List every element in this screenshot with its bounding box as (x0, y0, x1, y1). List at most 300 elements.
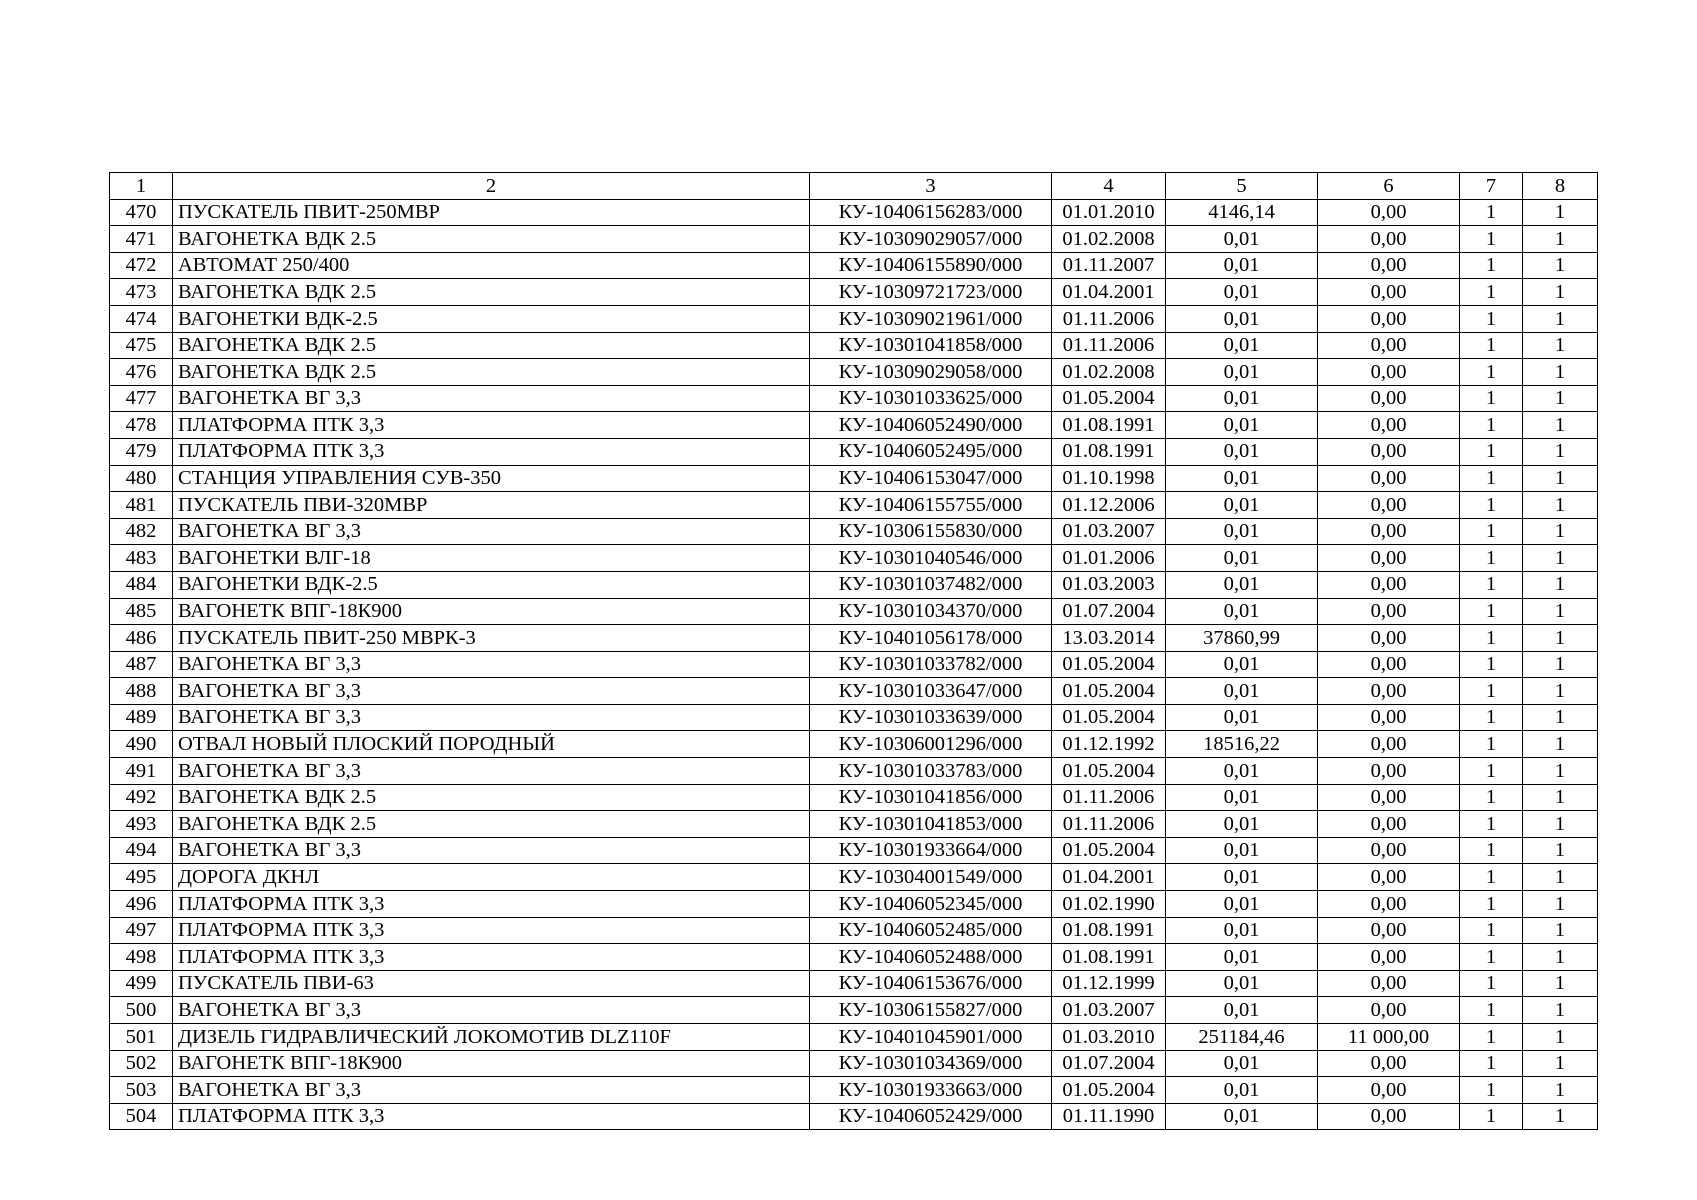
value-7-cell: 1 (1460, 970, 1523, 997)
date-cell: 01.11.2006 (1052, 305, 1166, 332)
value-5-cell: 0,01 (1166, 305, 1318, 332)
item-name-cell: ОТВАЛ НОВЫЙ ПЛОСКИЙ ПОРОДНЫЙ (173, 731, 810, 758)
table-row (110, 305, 1598, 332)
value-6-cell: 0,00 (1318, 492, 1460, 519)
inventory-number-cell: КУ-10406052429/000 (810, 1103, 1052, 1130)
date-cell: 01.12.2006 (1052, 492, 1166, 519)
table-row (110, 811, 1598, 838)
date-cell: 01.05.2004 (1052, 678, 1166, 705)
item-name-cell: ВАГОНЕТКА ВДК 2.5 (173, 784, 810, 811)
table-row (110, 970, 1598, 997)
table-row (110, 837, 1598, 864)
value-8-cell: 1 (1523, 199, 1598, 226)
value-8-cell: 1 (1523, 970, 1598, 997)
value-8-cell: 1 (1523, 944, 1598, 971)
date-cell: 01.11.2006 (1052, 332, 1166, 359)
row-number-cell: 484 (110, 571, 173, 598)
value-7-cell: 1 (1460, 997, 1523, 1024)
value-8-cell: 1 (1523, 571, 1598, 598)
row-number-cell: 474 (110, 305, 173, 332)
column-number: 5 (1166, 173, 1318, 200)
row-number-cell: 499 (110, 970, 173, 997)
inventory-number-cell: КУ-10406153676/000 (810, 970, 1052, 997)
value-6-cell: 0,00 (1318, 625, 1460, 652)
table-row (110, 465, 1598, 492)
value-6-cell: 0,00 (1318, 678, 1460, 705)
value-7-cell: 1 (1460, 704, 1523, 731)
value-7-cell: 1 (1460, 518, 1523, 545)
value-6-cell: 0,00 (1318, 1077, 1460, 1104)
row-number-cell: 490 (110, 731, 173, 758)
table-row (110, 332, 1598, 359)
item-name-cell: ПУСКАТЕЛЬ ПВИ-320МВР (173, 492, 810, 519)
item-name-cell: СТАНЦИЯ УПРАВЛЕНИЯ СУВ-350 (173, 465, 810, 492)
value-7-cell: 1 (1460, 465, 1523, 492)
table-row (110, 438, 1598, 465)
date-cell: 01.03.2007 (1052, 518, 1166, 545)
value-7-cell: 1 (1460, 492, 1523, 519)
table-row (110, 758, 1598, 785)
value-6-cell: 0,00 (1318, 837, 1460, 864)
value-8-cell: 1 (1523, 917, 1598, 944)
date-cell: 01.07.2004 (1052, 1050, 1166, 1077)
table-row (110, 731, 1598, 758)
item-name-cell: ВАГОНЕТКА ВГ 3,3 (173, 1077, 810, 1104)
value-8-cell: 1 (1523, 837, 1598, 864)
value-7-cell: 1 (1460, 1077, 1523, 1104)
item-name-cell: ПЛАТФОРМА ПТК 3,3 (173, 944, 810, 971)
inventory-number-cell: КУ-10406156283/000 (810, 199, 1052, 226)
table-row (110, 1103, 1598, 1130)
value-8-cell: 1 (1523, 279, 1598, 306)
value-5-cell: 0,01 (1166, 598, 1318, 625)
inventory-number-cell: КУ-10309029057/000 (810, 226, 1052, 253)
value-5-cell: 0,01 (1166, 492, 1318, 519)
value-7-cell: 1 (1460, 252, 1523, 279)
value-6-cell: 0,00 (1318, 412, 1460, 439)
date-cell: 01.08.1991 (1052, 917, 1166, 944)
date-cell: 01.03.2003 (1052, 571, 1166, 598)
row-number-cell: 489 (110, 704, 173, 731)
date-cell: 01.01.2010 (1052, 199, 1166, 226)
value-6-cell: 0,00 (1318, 465, 1460, 492)
value-6-cell: 0,00 (1318, 305, 1460, 332)
item-name-cell: ПЛАТФОРМА ПТК 3,3 (173, 891, 810, 918)
item-name-cell: АВТОМАТ 250/400 (173, 252, 810, 279)
value-5-cell: 0,01 (1166, 518, 1318, 545)
date-cell: 01.01.2006 (1052, 545, 1166, 572)
row-number-cell: 501 (110, 1024, 173, 1051)
value-7-cell: 1 (1460, 811, 1523, 838)
value-7-cell: 1 (1460, 545, 1523, 572)
item-name-cell: ВАГОНЕТКА ВДК 2.5 (173, 332, 810, 359)
value-8-cell: 1 (1523, 997, 1598, 1024)
value-8-cell: 1 (1523, 1103, 1598, 1130)
inventory-number-cell: КУ-10406155890/000 (810, 252, 1052, 279)
item-name-cell: ВАГОНЕТКИ ВЛГ-18 (173, 545, 810, 572)
row-number-cell: 504 (110, 1103, 173, 1130)
value-6-cell: 0,00 (1318, 359, 1460, 386)
value-5-cell: 0,01 (1166, 917, 1318, 944)
value-5-cell: 0,01 (1166, 651, 1318, 678)
value-6-cell: 0,00 (1318, 545, 1460, 572)
inventory-number-cell: КУ-10301033647/000 (810, 678, 1052, 705)
item-name-cell: ВАГОНЕТКА ВГ 3,3 (173, 758, 810, 785)
item-name-cell: ВАГОНЕТКА ВГ 3,3 (173, 704, 810, 731)
column-number: 6 (1318, 173, 1460, 200)
value-5-cell: 0,01 (1166, 678, 1318, 705)
inventory-number-cell: КУ-10406155755/000 (810, 492, 1052, 519)
item-name-cell: ПУСКАТЕЛЬ ПВИТ-250 МВРК-3 (173, 625, 810, 652)
row-number-cell: 477 (110, 385, 173, 412)
inventory-number-cell: КУ-10301933664/000 (810, 837, 1052, 864)
value-5-cell: 0,01 (1166, 359, 1318, 386)
value-6-cell: 0,00 (1318, 199, 1460, 226)
inventory-number-cell: КУ-10301041853/000 (810, 811, 1052, 838)
date-cell: 13.03.2014 (1052, 625, 1166, 652)
inventory-number-cell: КУ-10309029058/000 (810, 359, 1052, 386)
date-cell: 01.05.2004 (1052, 385, 1166, 412)
value-6-cell: 0,00 (1318, 438, 1460, 465)
value-8-cell: 1 (1523, 678, 1598, 705)
value-7-cell: 1 (1460, 678, 1523, 705)
value-5-cell: 0,01 (1166, 811, 1318, 838)
value-7-cell: 1 (1460, 598, 1523, 625)
row-number-cell: 485 (110, 598, 173, 625)
value-6-cell: 0,00 (1318, 518, 1460, 545)
item-name-cell: ВАГОНЕТКА ВДК 2.5 (173, 359, 810, 386)
row-number-cell: 478 (110, 412, 173, 439)
date-cell: 01.12.1992 (1052, 731, 1166, 758)
value-6-cell: 0,00 (1318, 226, 1460, 253)
value-8-cell: 1 (1523, 598, 1598, 625)
item-name-cell: ВАГОНЕТКА ВГ 3,3 (173, 518, 810, 545)
item-name-cell: ВАГОНЕТКА ВГ 3,3 (173, 837, 810, 864)
value-5-cell: 0,01 (1166, 571, 1318, 598)
value-5-cell: 0,01 (1166, 1103, 1318, 1130)
value-7-cell: 1 (1460, 731, 1523, 758)
column-number: 1 (110, 173, 173, 200)
value-5-cell: 0,01 (1166, 864, 1318, 891)
value-5-cell: 0,01 (1166, 438, 1318, 465)
inventory-number-cell: КУ-10301041858/000 (810, 332, 1052, 359)
row-number-cell: 494 (110, 837, 173, 864)
value-8-cell: 1 (1523, 731, 1598, 758)
table-row (110, 571, 1598, 598)
value-7-cell: 1 (1460, 651, 1523, 678)
column-number: 3 (810, 173, 1052, 200)
table-row (110, 412, 1598, 439)
value-5-cell: 0,01 (1166, 545, 1318, 572)
value-7-cell: 1 (1460, 305, 1523, 332)
value-8-cell: 1 (1523, 891, 1598, 918)
item-name-cell: ПУСКАТЕЛЬ ПВИ-63 (173, 970, 810, 997)
inventory-number-cell: КУ-10301034369/000 (810, 1050, 1052, 1077)
table-row (110, 385, 1598, 412)
value-8-cell: 1 (1523, 1024, 1598, 1051)
item-name-cell: ДОРОГА ДКНЛ (173, 864, 810, 891)
table-row (110, 864, 1598, 891)
value-5-cell: 0,01 (1166, 891, 1318, 918)
value-8-cell: 1 (1523, 518, 1598, 545)
date-cell: 01.02.2008 (1052, 359, 1166, 386)
value-5-cell: 0,01 (1166, 837, 1318, 864)
inventory-number-cell: КУ-10301037482/000 (810, 571, 1052, 598)
value-5-cell: 0,01 (1166, 279, 1318, 306)
value-7-cell: 1 (1460, 891, 1523, 918)
value-8-cell: 1 (1523, 545, 1598, 572)
value-8-cell: 1 (1523, 864, 1598, 891)
value-6-cell: 0,00 (1318, 651, 1460, 678)
inventory-number-cell: КУ-10306155827/000 (810, 997, 1052, 1024)
column-number: 2 (173, 173, 810, 200)
value-6-cell: 0,00 (1318, 598, 1460, 625)
item-name-cell: ДИЗЕЛЬ ГИДРАВЛИЧЕСКИЙ ЛОКОМОТИВ DLZ110F (173, 1024, 810, 1051)
inventory-number-cell: КУ-10301033625/000 (810, 385, 1052, 412)
asset-table (109, 172, 1598, 1130)
table-row (110, 1077, 1598, 1104)
value-7-cell: 1 (1460, 837, 1523, 864)
value-8-cell: 1 (1523, 704, 1598, 731)
value-5-cell: 0,01 (1166, 332, 1318, 359)
value-8-cell: 1 (1523, 1077, 1598, 1104)
row-number-cell: 496 (110, 891, 173, 918)
column-number: 7 (1460, 173, 1523, 200)
value-6-cell: 0,00 (1318, 731, 1460, 758)
value-7-cell: 1 (1460, 279, 1523, 306)
item-name-cell: ВАГОНЕТК ВПГ-18К900 (173, 1050, 810, 1077)
value-5-cell: 0,01 (1166, 784, 1318, 811)
inventory-number-cell: КУ-10301033639/000 (810, 704, 1052, 731)
value-8-cell: 1 (1523, 359, 1598, 386)
value-8-cell: 1 (1523, 465, 1598, 492)
inventory-number-cell: КУ-10309721723/000 (810, 279, 1052, 306)
value-7-cell: 1 (1460, 385, 1523, 412)
inventory-number-cell: КУ-10406153047/000 (810, 465, 1052, 492)
date-cell: 01.02.2008 (1052, 226, 1166, 253)
inventory-number-cell: КУ-10309021961/000 (810, 305, 1052, 332)
value-7-cell: 1 (1460, 784, 1523, 811)
row-number-cell: 493 (110, 811, 173, 838)
row-number-cell: 471 (110, 226, 173, 253)
value-7-cell: 1 (1460, 917, 1523, 944)
row-number-cell: 503 (110, 1077, 173, 1104)
value-6-cell: 0,00 (1318, 385, 1460, 412)
row-number-cell: 476 (110, 359, 173, 386)
item-name-cell: ВАГОНЕТКИ ВДК-2.5 (173, 305, 810, 332)
row-number-cell: 492 (110, 784, 173, 811)
date-cell: 01.08.1991 (1052, 944, 1166, 971)
item-name-cell: ВАГОНЕТКА ВДК 2.5 (173, 279, 810, 306)
value-5-cell: 4146,14 (1166, 199, 1318, 226)
value-6-cell: 0,00 (1318, 917, 1460, 944)
date-cell: 01.03.2010 (1052, 1024, 1166, 1051)
value-5-cell: 0,01 (1166, 385, 1318, 412)
value-7-cell: 1 (1460, 1103, 1523, 1130)
table-row (110, 625, 1598, 652)
row-number-cell: 479 (110, 438, 173, 465)
row-number-cell: 498 (110, 944, 173, 971)
item-name-cell: ВАГОНЕТКА ВДК 2.5 (173, 226, 810, 253)
value-7-cell: 1 (1460, 359, 1523, 386)
date-cell: 01.11.2006 (1052, 784, 1166, 811)
value-7-cell: 1 (1460, 758, 1523, 785)
table-row (110, 359, 1598, 386)
value-6-cell: 0,00 (1318, 811, 1460, 838)
value-7-cell: 1 (1460, 571, 1523, 598)
row-number-cell: 473 (110, 279, 173, 306)
value-8-cell: 1 (1523, 252, 1598, 279)
row-number-cell: 470 (110, 199, 173, 226)
value-8-cell: 1 (1523, 305, 1598, 332)
item-name-cell: ВАГОНЕТКА ВГ 3,3 (173, 385, 810, 412)
value-6-cell: 0,00 (1318, 944, 1460, 971)
value-6-cell: 0,00 (1318, 571, 1460, 598)
table-row (110, 598, 1598, 625)
value-6-cell: 0,00 (1318, 970, 1460, 997)
value-7-cell: 1 (1460, 226, 1523, 253)
value-8-cell: 1 (1523, 332, 1598, 359)
date-cell: 01.05.2004 (1052, 651, 1166, 678)
inventory-number-cell: КУ-10301034370/000 (810, 598, 1052, 625)
table-row (110, 997, 1598, 1024)
table-row (110, 492, 1598, 519)
asset-table-body (110, 173, 1598, 1130)
row-number-cell: 482 (110, 518, 173, 545)
date-cell: 01.07.2004 (1052, 598, 1166, 625)
value-7-cell: 1 (1460, 1024, 1523, 1051)
inventory-number-cell: КУ-10301933663/000 (810, 1077, 1052, 1104)
table-row (110, 891, 1598, 918)
value-5-cell: 0,01 (1166, 704, 1318, 731)
inventory-number-cell: КУ-10301041856/000 (810, 784, 1052, 811)
table-row (110, 518, 1598, 545)
inventory-number-cell: КУ-10401056178/000 (810, 625, 1052, 652)
value-7-cell: 1 (1460, 944, 1523, 971)
value-8-cell: 1 (1523, 412, 1598, 439)
item-name-cell: ВАГОНЕТКИ ВДК-2.5 (173, 571, 810, 598)
table-row (110, 252, 1598, 279)
value-5-cell: 251184,46 (1166, 1024, 1318, 1051)
row-number-cell: 495 (110, 864, 173, 891)
value-8-cell: 1 (1523, 784, 1598, 811)
value-8-cell: 1 (1523, 226, 1598, 253)
inventory-number-cell: КУ-10306001296/000 (810, 731, 1052, 758)
value-5-cell: 0,01 (1166, 997, 1318, 1024)
inventory-number-cell: КУ-10301033783/000 (810, 758, 1052, 785)
item-name-cell: ПЛАТФОРМА ПТК 3,3 (173, 412, 810, 439)
table-row (110, 944, 1598, 971)
column-number-row (110, 173, 1598, 200)
item-name-cell: ВАГОНЕТКА ВГ 3,3 (173, 997, 810, 1024)
column-number: 8 (1523, 173, 1598, 200)
row-number-cell: 488 (110, 678, 173, 705)
table-row (110, 784, 1598, 811)
inventory-number-cell: КУ-10401045901/000 (810, 1024, 1052, 1051)
date-cell: 01.11.1990 (1052, 1103, 1166, 1130)
inventory-number-cell: КУ-10406052345/000 (810, 891, 1052, 918)
value-6-cell: 0,00 (1318, 758, 1460, 785)
value-6-cell: 0,00 (1318, 704, 1460, 731)
value-7-cell: 1 (1460, 199, 1523, 226)
date-cell: 01.04.2001 (1052, 279, 1166, 306)
value-5-cell: 0,01 (1166, 412, 1318, 439)
date-cell: 01.12.1999 (1052, 970, 1166, 997)
item-name-cell: ВАГОНЕТКА ВГ 3,3 (173, 678, 810, 705)
value-8-cell: 1 (1523, 492, 1598, 519)
item-name-cell: ПЛАТФОРМА ПТК 3,3 (173, 1103, 810, 1130)
value-6-cell: 0,00 (1318, 252, 1460, 279)
value-5-cell: 0,01 (1166, 944, 1318, 971)
table-row (110, 279, 1598, 306)
date-cell: 01.10.1998 (1052, 465, 1166, 492)
row-number-cell: 483 (110, 545, 173, 572)
date-cell: 01.05.2004 (1052, 1077, 1166, 1104)
value-8-cell: 1 (1523, 1050, 1598, 1077)
value-7-cell: 1 (1460, 332, 1523, 359)
date-cell: 01.05.2004 (1052, 837, 1166, 864)
date-cell: 01.08.1991 (1052, 412, 1166, 439)
table-row (110, 545, 1598, 572)
value-8-cell: 1 (1523, 385, 1598, 412)
table-row (110, 678, 1598, 705)
row-number-cell: 481 (110, 492, 173, 519)
value-8-cell: 1 (1523, 438, 1598, 465)
date-cell: 01.11.2006 (1052, 811, 1166, 838)
column-number: 4 (1052, 173, 1166, 200)
row-number-cell: 487 (110, 651, 173, 678)
date-cell: 01.04.2001 (1052, 864, 1166, 891)
value-5-cell: 0,01 (1166, 758, 1318, 785)
row-number-cell: 472 (110, 252, 173, 279)
value-5-cell: 0,01 (1166, 226, 1318, 253)
value-5-cell: 0,01 (1166, 1050, 1318, 1077)
row-number-cell: 480 (110, 465, 173, 492)
value-6-cell: 0,00 (1318, 332, 1460, 359)
inventory-number-cell: КУ-10406052490/000 (810, 412, 1052, 439)
table-row (110, 917, 1598, 944)
value-7-cell: 1 (1460, 864, 1523, 891)
value-6-cell: 0,00 (1318, 1103, 1460, 1130)
row-number-cell: 500 (110, 997, 173, 1024)
item-name-cell: ПЛАТФОРМА ПТК 3,3 (173, 438, 810, 465)
date-cell: 01.02.1990 (1052, 891, 1166, 918)
value-5-cell: 0,01 (1166, 252, 1318, 279)
item-name-cell: ПЛАТФОРМА ПТК 3,3 (173, 917, 810, 944)
row-number-cell: 486 (110, 625, 173, 652)
inventory-number-cell: КУ-10406052495/000 (810, 438, 1052, 465)
row-number-cell: 502 (110, 1050, 173, 1077)
row-number-cell: 475 (110, 332, 173, 359)
value-6-cell: 0,00 (1318, 864, 1460, 891)
item-name-cell: ВАГОНЕТК ВПГ-18К900 (173, 598, 810, 625)
inventory-number-cell: КУ-10301033782/000 (810, 651, 1052, 678)
value-6-cell: 0,00 (1318, 784, 1460, 811)
date-cell: 01.05.2004 (1052, 758, 1166, 785)
value-5-cell: 0,01 (1166, 970, 1318, 997)
value-7-cell: 1 (1460, 1050, 1523, 1077)
date-cell: 01.11.2007 (1052, 252, 1166, 279)
value-6-cell: 0,00 (1318, 997, 1460, 1024)
value-5-cell: 37860,99 (1166, 625, 1318, 652)
value-7-cell: 1 (1460, 412, 1523, 439)
date-cell: 01.03.2007 (1052, 997, 1166, 1024)
table-row (110, 199, 1598, 226)
value-6-cell: 0,00 (1318, 891, 1460, 918)
value-6-cell: 11 000,00 (1318, 1024, 1460, 1051)
value-5-cell: 18516,22 (1166, 731, 1318, 758)
table-row (110, 1024, 1598, 1051)
